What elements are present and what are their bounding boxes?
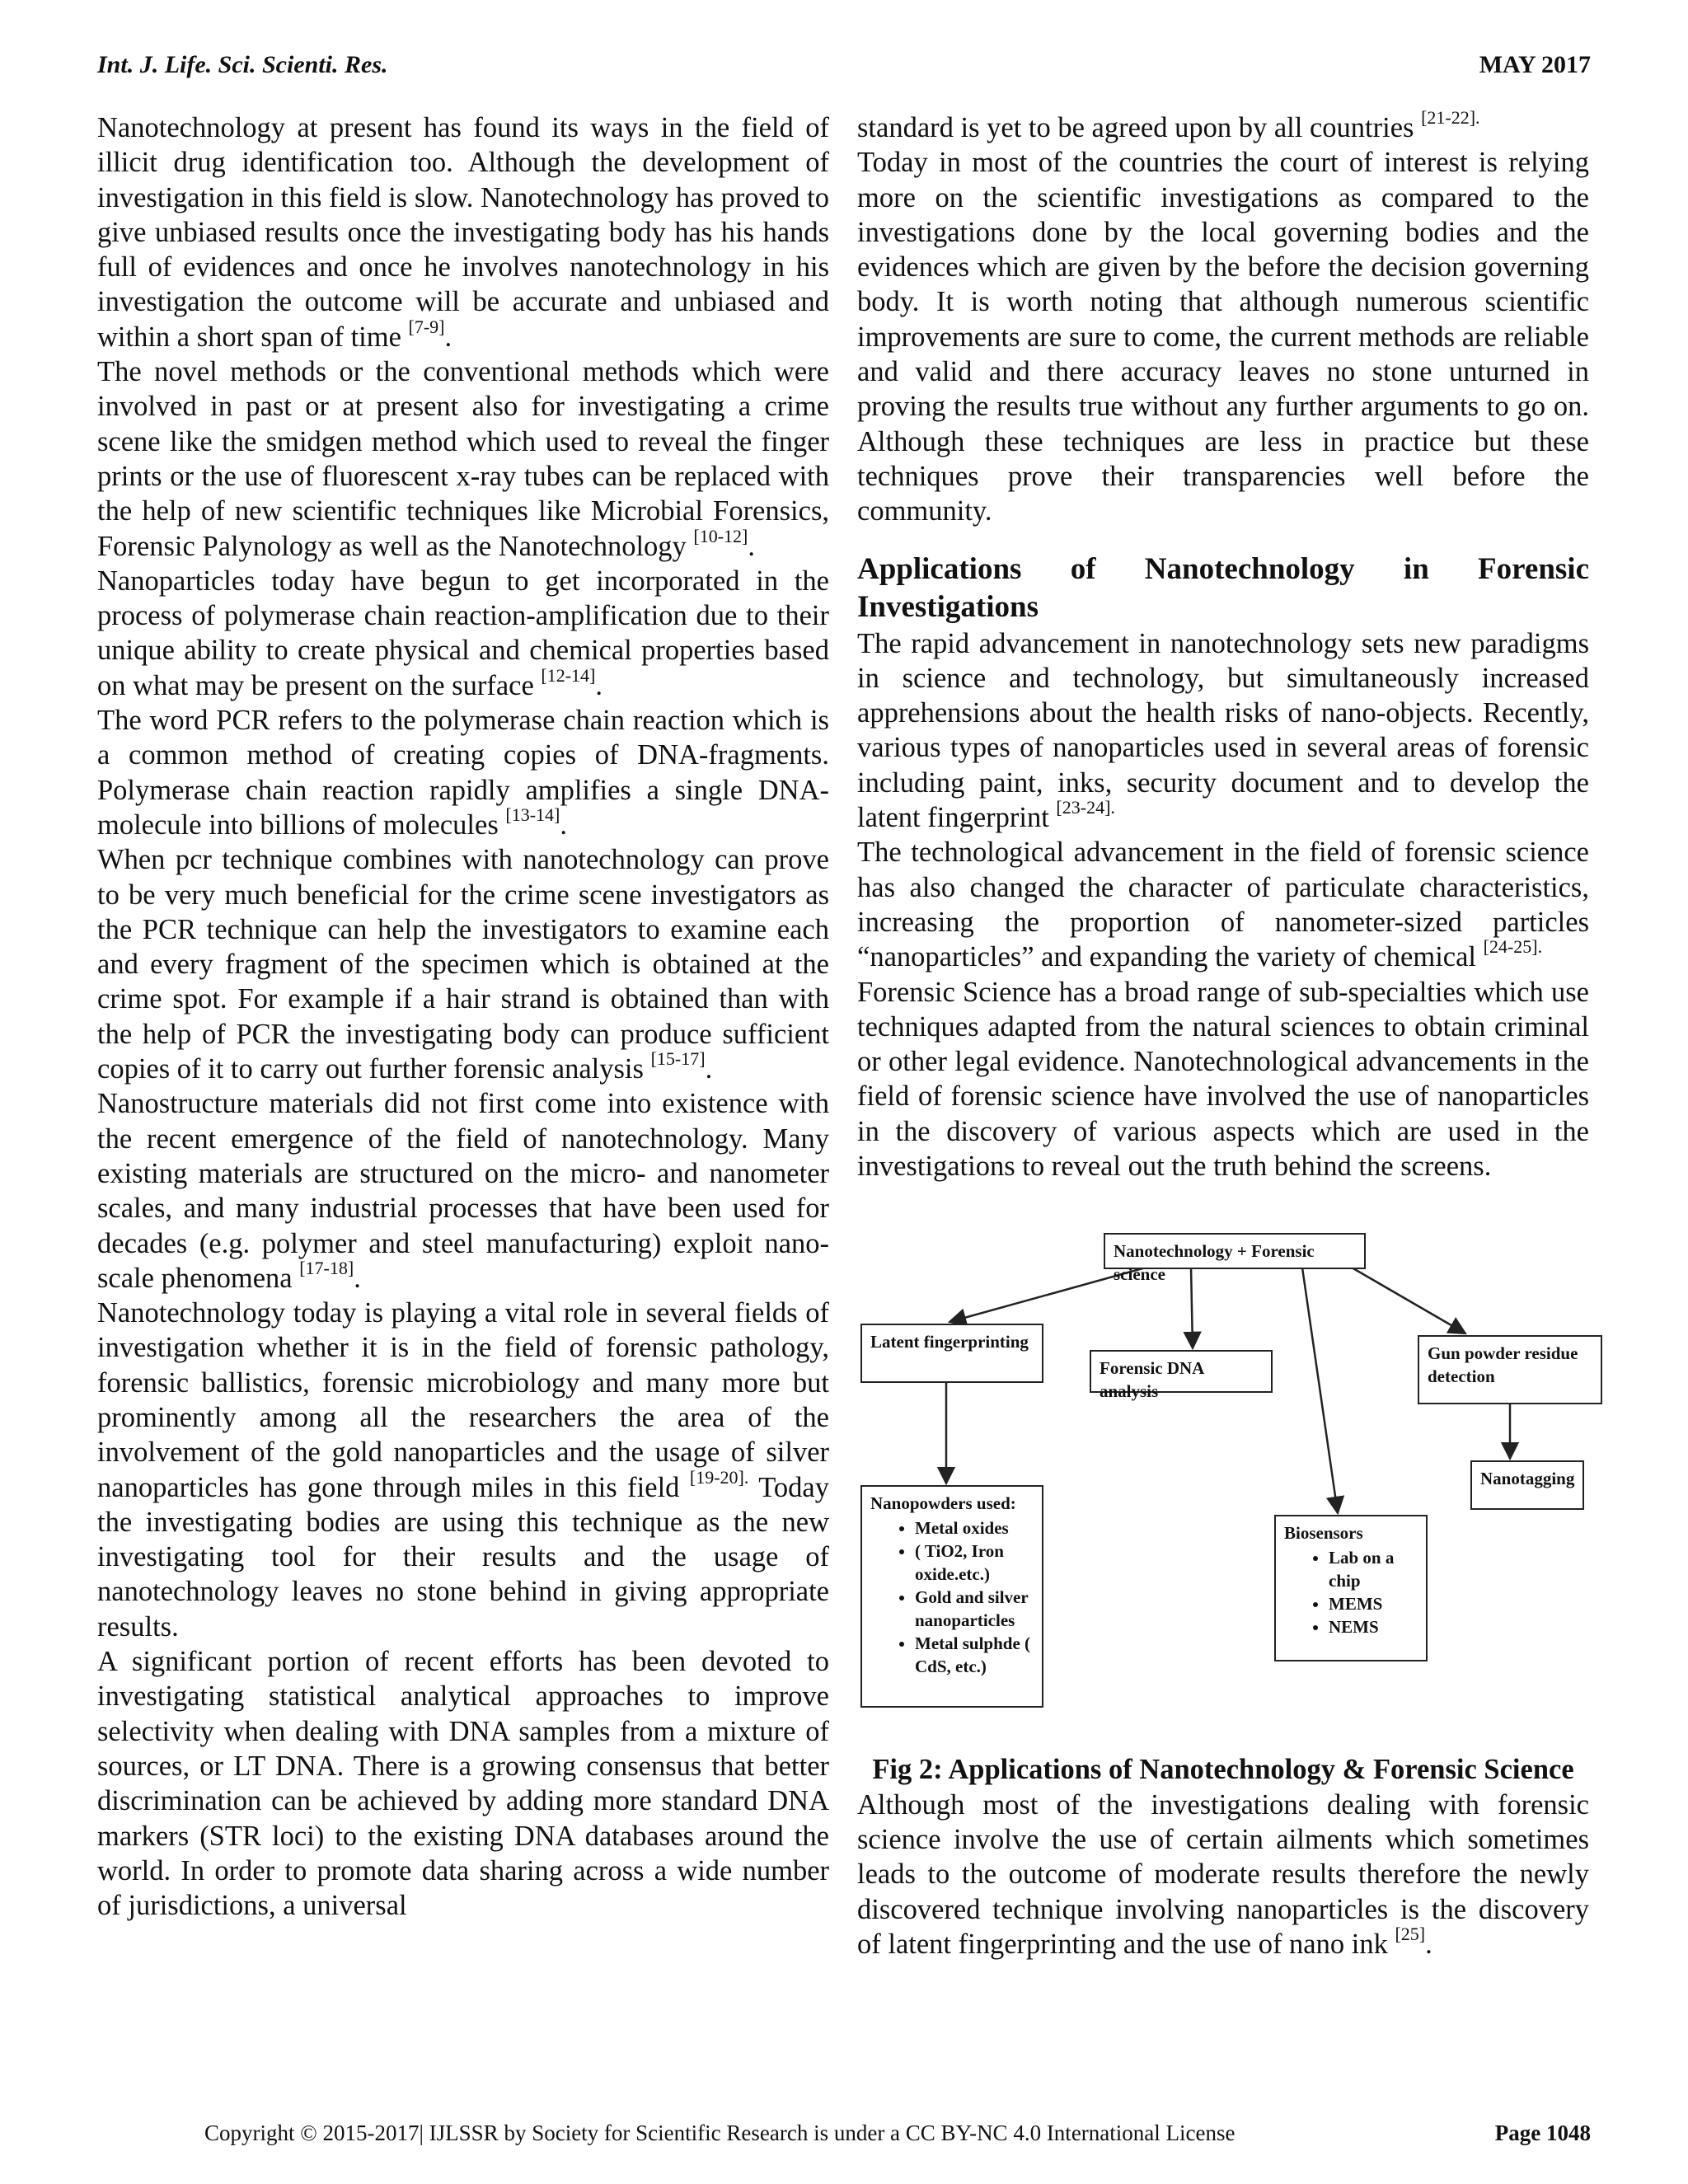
citation: [25] (1395, 1923, 1426, 1944)
citation: [10-12] (693, 525, 748, 546)
paragraph: Forensic Science has a broad range of sub-specialties which use techniques adapted from the natural sciences to obtain criminal or other legal evidence. Nanotechnological advancements in the field of forensic science have involved the use of nanoparticles in the discovery of various aspects which are used in the investigations to reveal out the truth behind the screens. (857, 976, 1589, 1183)
list-item: • MEMS (1329, 1592, 1418, 1615)
citation: [19-20]. (689, 1466, 749, 1488)
list-item: • Metal sulphde ( CdS, etc.) (915, 1632, 1034, 1678)
nanopowders-box: Nanopowders used: • Metal oxides • ( TiO2, Iron oxide.etc.) • Gold and silver nanoparticles • Metal sulphde ( CdS, etc.) (860, 1485, 1043, 1708)
citation: [24-25]. (1483, 936, 1543, 958)
gun-powder-box: Gun powder residue detection (1418, 1335, 1602, 1404)
forensic-dna-box: Forensic DNA analysis (1090, 1350, 1273, 1393)
citation: [17-18] (299, 1257, 354, 1278)
list-item: • Metal oxides (915, 1516, 1034, 1540)
paragraph: standard is yet to be agreed upon by all countries $^{[21-22].}$ (857, 107, 1480, 143)
paragraph: Nanostructure materials did not first come into existence with the recent emergence of the field of nanotechnology. Many existing materials are structured on the micro- and nanometer scales, and many industrial processes that have been used for decades (e.g. polymer and steel manufacturing) exploit nano-scale phenomena [17-18]. (97, 1088, 829, 1294)
paragraph: Nanoparticles today have begun to get incorporated in the process of polymerase chain reaction-amplification due to their unique ability to create physical and chemical properties based on what may be present on the surface [12-14]. (97, 565, 829, 701)
list-item: • Gold and silver nanoparticles (915, 1586, 1034, 1632)
paragraph: Although most of the investigations dealing with forensic science involve the use of certain ailments which sometimes leads to the outcome of moderate results therefore the newly discovered technique involving nanoparticles is the discovery of latent fingerprinting and the use of nano ink [25]. (857, 1788, 1589, 1960)
citation: [7-9] (408, 316, 445, 337)
paragraph: The novel methods or the conventional methods which were involved in past or at present also for investigating a crime scene like the smidgen method which used to reveal the finger prints or the use of fluorescent x-ray tubes can be replaced with the help of new scientific techniques like Microbial Forensics, Forensic Palynology as well as the Nanotechnology [10-12]. (97, 356, 829, 562)
figure-caption: Fig 2: Applications of Nanotechnology & Forensic Science (872, 1754, 1574, 1786)
section-heading: Applications of Nanotechnology in Forensic Investigations (857, 551, 1589, 624)
page-number: Page 1048 (1494, 2121, 1591, 2145)
latent-fingerprinting-box: Latent fingerprinting (860, 1324, 1043, 1383)
list-item: • ( TiO2, Iron oxide.etc.) (915, 1540, 1034, 1586)
left-column (97, 110, 829, 1923)
paragraph: Nanotechnology at present has found its ways in the field of illicit drug identification too. Although the development of investigation in this field is slow. Nanotechnology has proved to give unbiased results once the investigating body has his hands full of evidences and once he involves nanotechnology in his investigation the outcome will be accurate and unbiased and within a short span of time [7-9]. (97, 112, 829, 353)
journal-title: Int. J. Life. Sci. Scienti. Res. (97, 51, 388, 78)
citation: [23-24]. (1056, 797, 1115, 818)
list-item: • NEMS (1329, 1615, 1418, 1638)
arrow (1191, 1268, 1193, 1348)
paragraph: The word PCR refers to the polymerase chain reaction which is a common method of creating copies of DNA-fragments. Polymerase chain reaction rapidly amplifies a single DNA-molecule into billions of molecules [13-14]. (97, 705, 829, 841)
copyright-notice: Copyright © 2015-2017| IJLSSR by Society for Scientific Research is under a CC BY-NC 4.0 International License (204, 2121, 1236, 2145)
citation: [21-22]. (1421, 107, 1480, 129)
figure-flowchart (857, 1213, 1589, 1741)
paragraph: Nanotechnology today is playing a vital role in several fields of investigation whether it is in the field of forensic pathology, forensic ballistics, forensic microbiology and many more but prominently among all the researchers the area of the involvement of the gold nanoparticles and the usage of silver nanoparticles has gone through miles in this field $^{[19-20].}$ Today the investigating bodies are using this technique as the new investigating tool for their results and the usage of nanotechnology leaves no stone behind in giving appropriate results. (97, 1297, 829, 1643)
issue-date: MAY 2017 (1479, 51, 1591, 78)
citation: [15-17] (650, 1048, 706, 1070)
nanotagging-box: Nanotagging (1470, 1460, 1584, 1510)
flowchart-root-box: Nanotechnology + Forensic science (1104, 1233, 1366, 1269)
list-item: • Lab on a chip (1329, 1546, 1418, 1592)
arrow (1352, 1268, 1465, 1333)
right-column (857, 107, 1589, 1961)
citation: [13-14] (505, 804, 560, 826)
paragraph: Today in most of the countries the court of interest is relying more on the scientific investigations as compared to the investigations done by the local governing bodies and the evidences which are given by the before the decision governing body. It is worth noting that although numerous scientific improvements are sure to come, the current methods are reliable and valid and there accuracy leaves no stone unturned in proving the results true without any further arguments to go on. Although these techniques are less in practice but these techniques prove their transparencies well before the community. (857, 147, 1589, 527)
paragraph: A significant portion of recent efforts has been devoted to investigating statistical analytical approaches to improve selectivity when dealing with DNA samples from a mixture of sources, or LT DNA. There is a growing consensus that better discrimination can be achieved by adding more standard DNA markers (STR loci) to the existing DNA databases around the world. In order to promote data sharing across a wide number of jurisdictions, a universal (97, 1646, 829, 1922)
citation: [12-14] (541, 664, 596, 686)
paragraph: The rapid advancement in nanotechnology sets new paradigms in science and technology, but simultaneously increased apprehensions about the health risks of nano-objects. Recently, various types of nanoparticles used in several areas of forensic including paint, inks, security document and to develop the latent fingerprint $^{[23-24].}$ (857, 627, 1589, 834)
arrow (1302, 1268, 1338, 1513)
biosensors-box: Biosensors • Lab on a chip • MEMS • NEMS (1274, 1515, 1428, 1661)
paragraph: The technological advancement in the field of forensic science has also changed the character of particulate characteristics, increasing the proportion of nanometer-sized particles “nanoparticles” and expanding the variety of chemical $^{[24-25].}$ (857, 837, 1589, 973)
paragraph: When pcr technique combines with nanotechnology can prove to be very much beneficial for the crime scene investigators as the PCR technique can help the investigators to examine each and every fragment of the specimen which is obtained at the crime spot. For example if a hair strand is obtained than with the help of PCR the investigating body can produce sufficient copies of it to carry out further forensic analysis [15-17]. (97, 844, 829, 1085)
